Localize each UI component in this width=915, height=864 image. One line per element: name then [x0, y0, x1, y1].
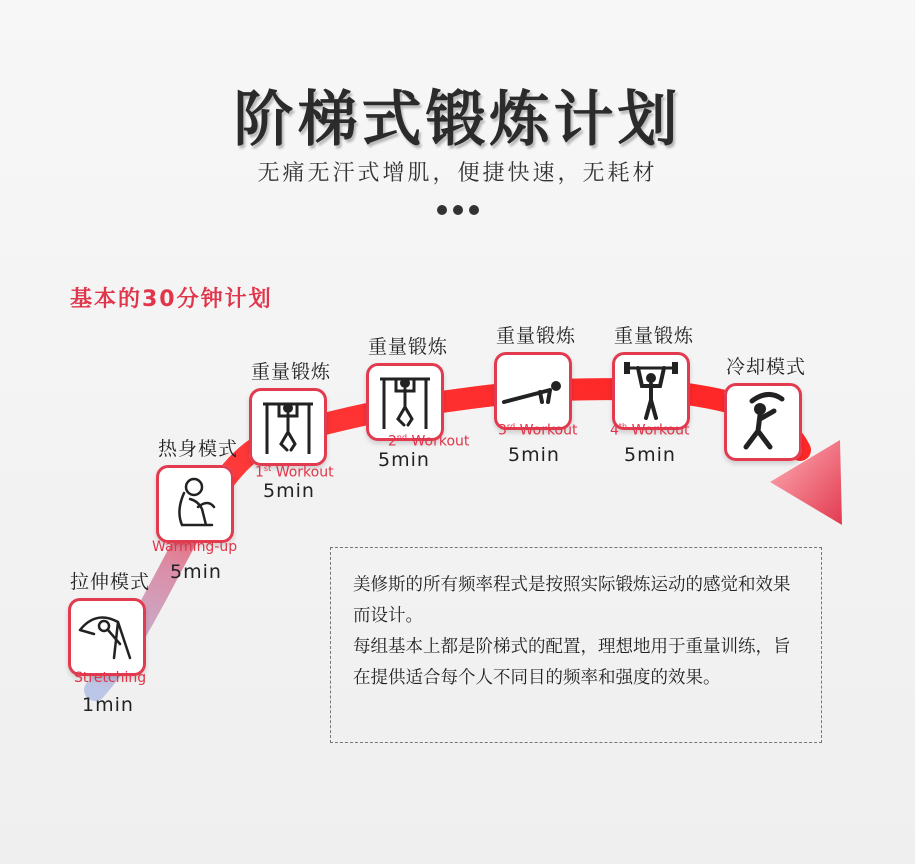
pushup-icon	[494, 352, 572, 430]
step-duration: 5min	[378, 449, 430, 471]
step-label: 拉伸模式	[69, 571, 150, 593]
step-workout-3	[494, 325, 578, 466]
step-workout-1	[249, 361, 334, 502]
step-label: 重量锻炼	[367, 336, 448, 358]
step-workout-4	[610, 325, 696, 466]
step-tag: 3rd Workout	[498, 422, 578, 439]
pullup-icon	[366, 363, 444, 441]
cooldown-stretch-icon	[724, 383, 802, 461]
step-duration: 5min	[508, 444, 560, 466]
step-duration: 5min	[263, 480, 315, 502]
step-label: 冷却模式	[725, 356, 806, 378]
step-tag: 4th Workout	[610, 422, 690, 439]
stretching-icon	[68, 598, 146, 676]
pullup-icon	[249, 388, 327, 466]
section-title: 基本的30分钟计划	[70, 287, 273, 312]
weightlifting-icon	[612, 352, 690, 430]
step-tag: Warming-up	[152, 539, 238, 555]
step-tag: Stretching	[74, 670, 147, 686]
step-warmup	[152, 438, 240, 583]
step-duration: 5min	[624, 444, 676, 466]
info-paragraph-1: 美修斯的所有频率程式是按照实际锻炼运动的感觉和效果而设计。	[353, 575, 791, 626]
page-subtitle: 无痛无汗式增肌，便捷快速，无耗材	[257, 161, 658, 186]
sitting-warmup-icon	[156, 465, 234, 543]
step-label: 重量锻炼	[495, 325, 576, 347]
step-label: 重量锻炼	[613, 325, 694, 347]
step-stretching	[68, 571, 152, 716]
step-label: 热身模式	[157, 438, 238, 460]
step-label: 重量锻炼	[250, 361, 331, 383]
step-tag: 2nd Workout	[388, 433, 470, 450]
step-workout-2	[366, 336, 470, 471]
info-paragraph-2: 每组基本上都是阶梯式的配置，理想地用于重量训练，旨在提供适合每个人不同目的频率和强度的效果。	[353, 637, 791, 688]
info-box	[330, 547, 822, 743]
step-duration: 5min	[170, 561, 222, 583]
step-duration: 1min	[82, 694, 134, 716]
step-tag: 1st Workout	[255, 464, 334, 481]
step-cooldown	[724, 356, 808, 461]
page-title: 阶梯式锻炼计划	[233, 85, 682, 155]
